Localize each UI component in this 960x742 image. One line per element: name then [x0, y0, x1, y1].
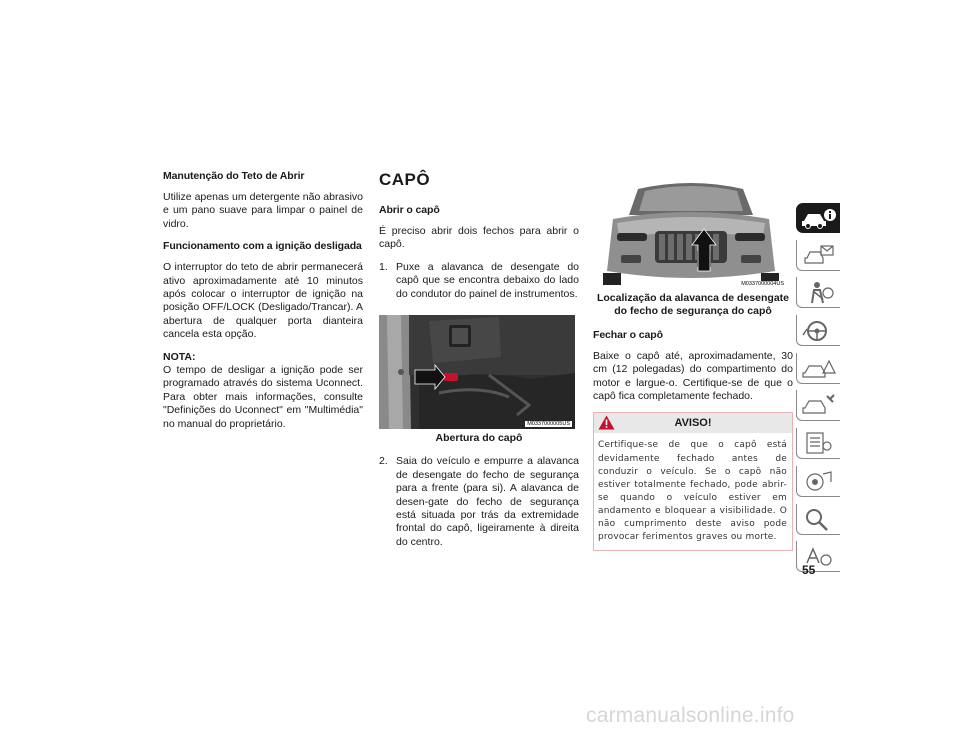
tab-starting-operating[interactable] — [796, 315, 840, 346]
sunroof-maintenance-paragraph: Utilize apenas um detergente não abrasivo e um pano suave para limpar o painel de vidro. — [163, 191, 363, 230]
airbag-warning-icon — [801, 242, 837, 268]
ignition-off-heading: Funcionamento com a ignição desligada — [163, 240, 362, 253]
right-column — [593, 175, 793, 551]
release-lever — [444, 373, 458, 381]
open-hood-heading: Abrir o capô — [379, 204, 440, 216]
warning-box — [593, 412, 793, 551]
tab-customer-assistance[interactable] — [796, 504, 840, 535]
side-navigation-tabs — [796, 203, 840, 579]
ignition-off-paragraph: O interruptor do teto de abrir permanecerá ativo aproximadamente até 10 minutos após colocar o interruptor de ignição na posição OFF/LOCK (Desligado/Trancar). A abertura de qualquer porta dianteira cancela esta opção. — [163, 261, 363, 341]
list-number: 2. — [379, 455, 388, 468]
list-item — [379, 455, 579, 549]
tab-multimedia[interactable] — [796, 466, 840, 497]
tab-servicing-maintenance[interactable] — [796, 390, 840, 421]
list-item — [379, 261, 579, 301]
tab-safety[interactable] — [796, 277, 840, 308]
tab-warning-lights[interactable] — [796, 240, 840, 271]
close-hood-paragraph: Baixe o capô até, aproximadamente, 30 cm (12 polegadas) do compartimento do motor e largue-o. Certifique-se de que o capô fica completamente fechado. — [593, 349, 793, 403]
list-text: Puxe a alavanca de desengate do capô que se encontra debaixo do lado do condutor do painel de instrumentos. — [396, 260, 579, 300]
page-number: 55 — [802, 563, 816, 577]
warning-header — [594, 413, 792, 433]
warning-text: Certifique-se de que o capô está devidamente fechado antes de conduzir o veículo. Se o capô não estiver totalmente fechado, pode abrir-se quando o veículo estiver em andamento e bloquear a visibilidade. O não cumprimento deste aviso pode provocar ferimentos graves ou morte. — [598, 440, 787, 543]
close-hood-heading: Fechar o capô — [593, 328, 663, 341]
steering-wheel-icon — [801, 317, 837, 343]
search-index-icon — [801, 506, 837, 532]
middle-column — [379, 170, 579, 557]
watermark: carmanualsonline.info — [586, 704, 795, 727]
tab-getting-to-know-vehicle[interactable] — [796, 203, 840, 233]
vehicle-front-illustration — [593, 175, 789, 289]
note-text: O tempo de desligar a ignição pode ser programado através do sistema Uconnect. Para obter mais informações, consulte "Definições do Uconnect" em "Multimédia" no manual do proprietário. — [163, 364, 363, 430]
section-title: CAPÔ — [379, 170, 431, 189]
figure-code: M0337000004US — [741, 281, 784, 287]
hood-release-photo — [379, 315, 575, 429]
vehicle-front-photo — [593, 175, 789, 289]
hood-release-illustration — [379, 315, 575, 429]
warning-title: AVISO! — [674, 417, 712, 430]
left-column — [163, 170, 363, 431]
warning-triangle-icon — [598, 415, 615, 430]
list-text: Saia do veículo e empurre a alavanca de desengate do fecho de segurança para a frente (para si). A alavanca de desen-gate do fecho de segurança está situada por trás da extremidade frontal do capô, ligeiramente à direita do centro. — [396, 455, 579, 548]
note — [163, 351, 363, 431]
multimedia-icon — [801, 468, 837, 494]
car-service-icon — [801, 392, 837, 418]
tab-technical-specifications[interactable] — [796, 428, 840, 459]
sunroof-maintenance-heading: Manutenção do Teto de Abrir — [163, 170, 305, 182]
open-hood-intro: É preciso abrir dois fechos para abrir o capô. — [379, 225, 579, 251]
note-label: NOTA: — [163, 350, 196, 363]
breakdown-car-icon — [801, 355, 837, 381]
specifications-list-icon — [801, 430, 837, 456]
car-info-icon — [800, 205, 838, 231]
list-number: 1. — [379, 260, 388, 273]
figure-caption: Localização da alavanca de desengate do fecho de segurança do capô — [596, 292, 789, 318]
tab-in-case-of-emergency[interactable] — [796, 353, 840, 384]
figure-caption: Abertura do capô — [435, 432, 523, 445]
figure-code: M0337000005US — [527, 421, 570, 428]
seatbelt-safety-icon — [801, 279, 837, 305]
